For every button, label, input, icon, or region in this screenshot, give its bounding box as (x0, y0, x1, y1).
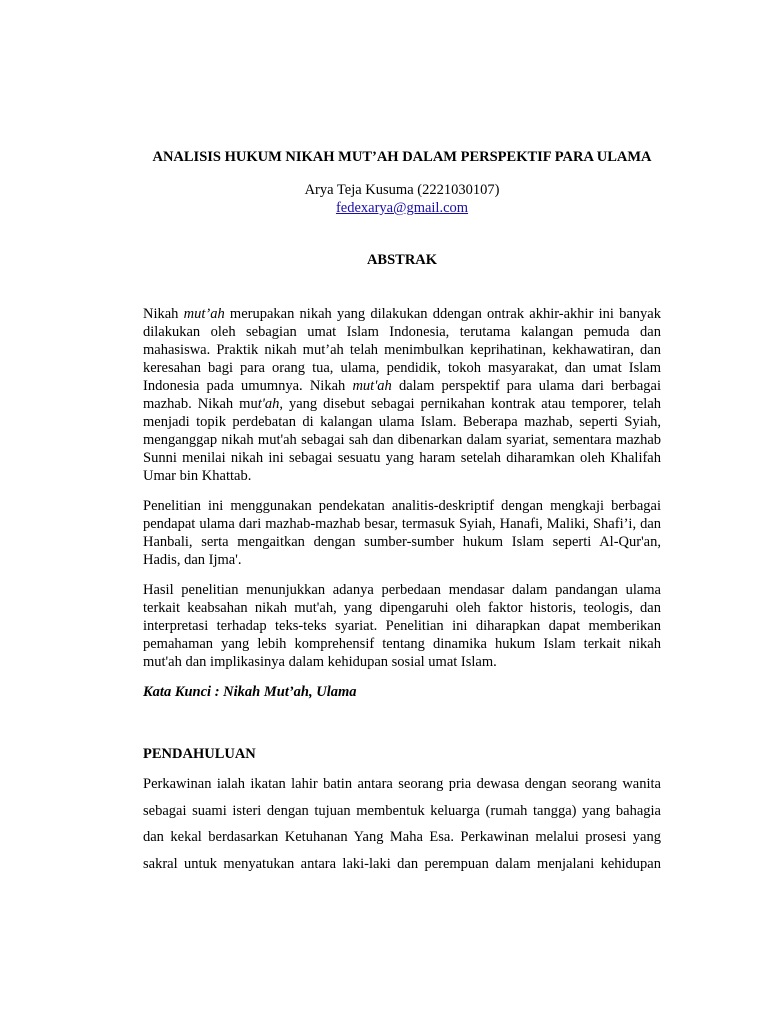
section-heading-pendahuluan: PENDAHULUAN (143, 746, 256, 762)
abstract-p1-italic-a: mut’ah (183, 306, 225, 322)
intro-paragraph (143, 771, 661, 877)
abstract-paragraph-2: Penelitian ini menggunakan pendekatan analitis-deskriptif dengan mengkaji berbagai pendapat ulama dari mazhab-mazhab besar, termasuk Syiah, Hanafi, Maliki, Shafi’i, dan Hanbali, serta mengaitkan dengan sumber-sumber hukum Islam seperti Al-Qur'an, Hadis, dan Ijma'. (143, 498, 661, 568)
abstract-heading: ABSTRAK (366, 252, 438, 268)
abstract-p1-italic-b: mut'ah (352, 378, 392, 394)
intro-line: dan kekal berdasarkan Ketuhanan Yang Maha Esa. Perkawinan melalui prosesi yang (143, 829, 661, 845)
abstract-paragraph-1 (143, 305, 661, 485)
intro-line: sebagai suami isteri dengan tujuan membentuk keluarga (rumah tangga) yang bahagia (143, 802, 661, 819)
abstract-p1-italic-c: t'ah (257, 396, 280, 412)
abstract-p1-text-e: , yang disebut sebagai pernikahan kontrak atau temporer, telah menjadi topik perdebatan di kalangan ulama Islam. Beberapa mazhab, seperti Syiah, menganggap nikah mut'ah sebagai sah dan dibenarkan dalam syariat, sementara mazhab Sunni menilai nikah ini sebagai sesuatu yang haram setelah diharamkan oleh Khalifah Umar bin Khattab. (143, 396, 661, 484)
keywords-line: Kata Kunci : Nikah Mut’ah, Ulama (143, 684, 357, 700)
paper-title: ANALISIS HUKUM NIKAH MUT’AH DALAM PERSPEKTIF PARA ULAMA (152, 149, 652, 165)
abstract-p1-text-b: merupakan nikah yang dilakukan ddengan ontrak akhir-akhir ini banyak dilakukan oleh sebagian umat Islam Indonesia, terutama kalangan pemuda dan mahasiswa. Praktik nikah mut’ah telah menimbulkan keprihatinan, kekhawatiran, dan keresahan bagi para orang tua, ulama, pendidik, tokoh masyarakat, dan umat Islam Indonesia pada umumnya. Nikah (143, 306, 661, 394)
page-content (143, 147, 661, 877)
author-email-line (143, 199, 661, 217)
author-line: Arya Teja Kusuma (2221030107) (304, 182, 500, 198)
abstract-p1-text-d: mu (239, 396, 258, 412)
author-email-link[interactable]: fedexarya@gmail.com (335, 200, 469, 216)
intro-line: sakral untuk menyatukan antara laki-laki dan perempuan dalam menjalani kehidupan (143, 855, 661, 872)
intro-line: Perkawinan ialah ikatan lahir batin antara seorang pria dewasa dengan seorang wanita (143, 776, 661, 792)
abstract-p1-text-c: dalam perspektif para ulama dari berbagai mazhab. Nikah (143, 378, 661, 412)
abstract-p1-text-a: Nikah (143, 306, 184, 322)
abstract-paragraph-3: Hasil penelitian menunjukkan adanya perbedaan mendasar dalam pandangan ulama terkait keabsahan nikah mut'ah, yang dipengaruhi oleh faktor historis, teologis, dan interpretasi terhadap teks-teks syariat. Penelitian ini diharapkan dapat memberikan pemahaman yang lebih komprehensif tentang dinamika hukum Islam terkait nikah mut'ah dan implikasinya dalam kehidupan sosial umat Islam. (143, 582, 661, 670)
